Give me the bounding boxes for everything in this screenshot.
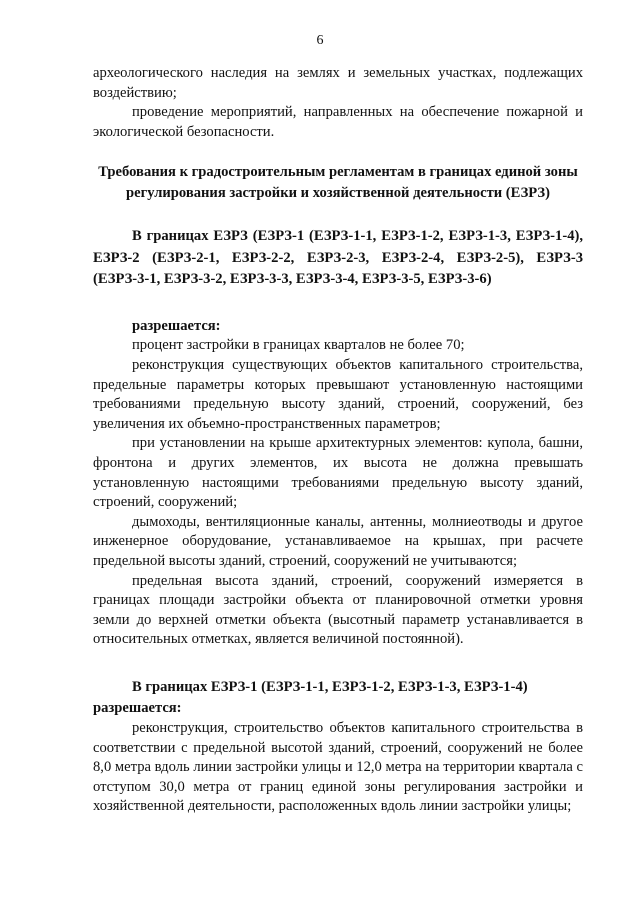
allowed-item-reconstruction: реконструкция существующих объектов капитального строительства, предельные параметры которых превышают установленную настоящими требованиями предельную высоту зданий, строений, сооружений, без увеличения их объемно-пространственных параметров;	[93, 357, 583, 432]
page-number: 6	[316, 33, 324, 48]
zone1-item-height-limit: реконструкция, строительство объектов капитального строительства в соответствии с предельной высотой зданий, строений, сооружений не более 8,0 метра вдоль линии застройки улицы и 12,0 метра на территории квартала с отступом 30,0 метра от границ единой зоны регулирования застройки и хозяйственной деятельности, расположенных вдоль линии застройки улицы;	[93, 719, 583, 815]
allowed-item-density: процент застройки в границах кварталов не более 70;	[132, 337, 465, 354]
allowed-label: разрешается:	[132, 317, 221, 334]
zone1-allowed-label: разрешается:	[93, 699, 182, 716]
paragraph-heritage: археологического наследия на землях и земельных участках, подлежащих воздействию;	[93, 65, 583, 101]
zone-scope-heading: В границах ЕЗРЗ (ЕЗРЗ-1 (ЕЗРЗ-1-1, ЕЗРЗ-1-2, ЕЗРЗ-1-3, ЕЗРЗ-1-4), ЕЗРЗ-2 (ЕЗРЗ-2-1, ЕЗРЗ-2-2, ЕЗРЗ-2-3, ЕЗРЗ-2-4, ЕЗРЗ-2-5), ЕЗРЗ-3 (ЕЗРЗ-3-1, ЕЗРЗ-3-2, ЕЗРЗ-3-3, ЕЗРЗ-3-4, ЕЗРЗ-3-5, ЕЗРЗ-3-6)	[93, 228, 583, 288]
zone1-heading: В границах ЕЗРЗ-1 (ЕЗРЗ-1-1, ЕЗРЗ-1-2, ЕЗРЗ-1-3, ЕЗРЗ-1-4)	[132, 678, 528, 695]
section-heading: Требования к градостроительным регламентам в границах единой зоны регулирования застройки и хозяйственной деятельности (ЕЗРЗ)	[98, 164, 578, 202]
paragraph-safety: проведение мероприятий, направленных на обеспечение пожарной и экологической безопасности.	[93, 104, 583, 140]
allowed-item-roof-elements: при установлении на крыше архитектурных элементов: купола, башни, фронтона и других элементов, их высота не должна превышать установленную настоящими требованиями предельную высоту зданий, строений, сооружений;	[93, 435, 583, 511]
document-body	[93, 64, 583, 817]
allowed-item-roof-equipment: дымоходы, вентиляционные каналы, антенны, молниеотводы и другое инженерное оборудование, устанавливаемое на крышах, при расчете предельной высоты зданий, строений, сооружений не учитываются;	[93, 513, 583, 569]
allowed-item-height-measurement: предельная высота зданий, строений, сооружений измеряется в границах площади застройки объекта от планировочной отметки уровня земли до верхней отметки объекта (высотный параметр устанавливается в относительных отметках, является величиной постоянной).	[93, 572, 583, 648]
